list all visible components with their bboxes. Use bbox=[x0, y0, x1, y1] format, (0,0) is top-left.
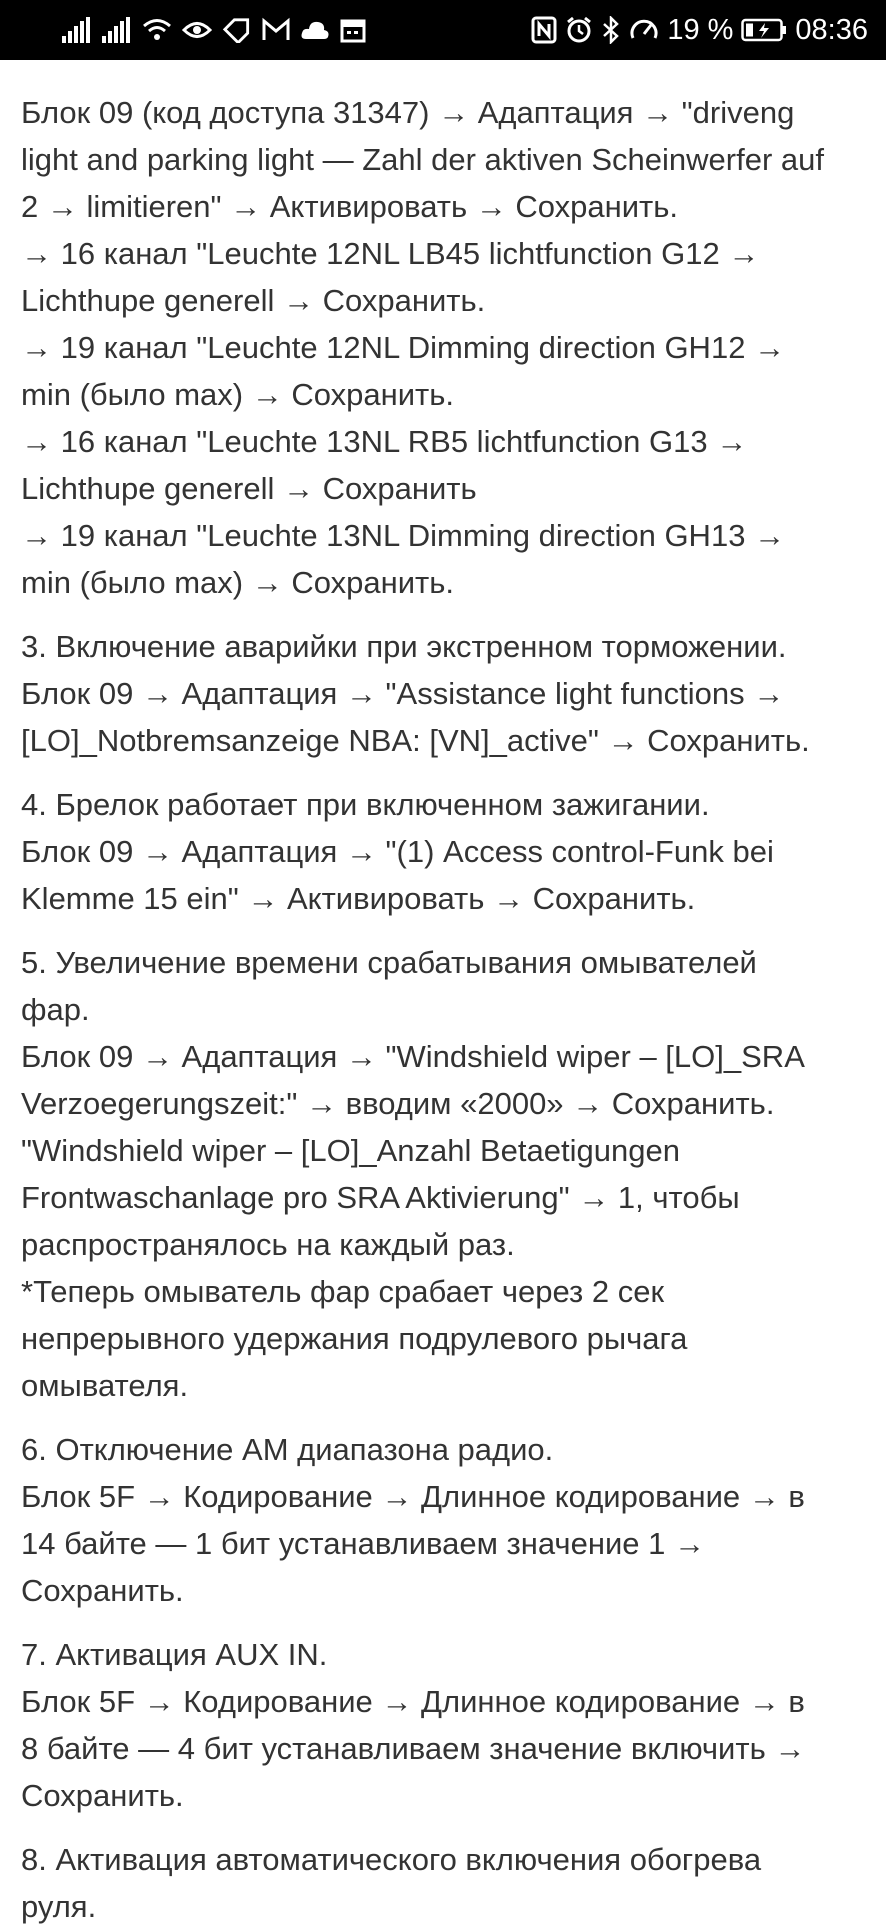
gmail-icon bbox=[262, 14, 290, 46]
nfc-icon bbox=[531, 14, 557, 46]
section-strobe-body: Блок 09 (код доступа 31347) → Адаптация → "driveng light and parking light — Zahl der aktiven Scheinwerfer auf 2 → limitieren" → Активировать → Сохранить. → 16 канал "Leuchte 12NL LB45 lichtfunction G12 → Lichthupe generell → Сохранить. → 19 канал "Leuchte 12NL Dimming direction GH12 → min (было max) → Сохранить. → 16 канал "Leuchte 13NL RB5 lichtfunction G13 → Lichthupe generell → Сохранить → 19 канал "Leuchte 13NL Dimming direction GH13 → min (было max) → Сохранить. bbox=[21, 95, 824, 600]
clock-time: 08:36 bbox=[795, 13, 868, 46]
section-4: 4. Брелок работает при включенном зажигании. Блок 09 → Адаптация → "(1) Access control-Funk bei Klemme 15 ein" → Активировать → Сохранить. bbox=[21, 787, 774, 916]
battery-icon bbox=[741, 14, 787, 46]
calendar-icon bbox=[340, 14, 366, 46]
cloud-icon bbox=[300, 14, 330, 46]
status-icons-left bbox=[62, 14, 366, 46]
section-7: 7. Активация AUX IN. Блок 5F → Кодирование → Длинное кодирование → в 8 байте — 4 бит устанавливаем значение включить → Сохранить. bbox=[21, 1637, 806, 1813]
signal-icon bbox=[62, 14, 92, 46]
status-icons-right bbox=[531, 10, 868, 50]
wifi-icon bbox=[142, 14, 172, 46]
tag-icon bbox=[222, 14, 252, 46]
status-bar bbox=[0, 0, 886, 60]
eye-icon bbox=[182, 14, 212, 46]
battery-percent: 19 % bbox=[667, 13, 734, 46]
section-3: 3. Включение аварийки при экстренном торможении. Блок 09 → Адаптация → "Assistance light functions → [LO]_Notbremsanzeige NBA: [VN]_active" → Сохранить. bbox=[21, 629, 810, 758]
alarm-icon bbox=[565, 14, 593, 46]
bluetooth-icon bbox=[601, 14, 621, 46]
section-6: 6. Отключение AM диапазона радио. Блок 5F → Кодирование → Длинное кодирование → в 14 байте — 1 бит устанавливаем значение 1 → Сохранить. bbox=[21, 1432, 805, 1608]
speed-icon bbox=[629, 14, 659, 46]
section-5: 5. Увеличение времени срабатывания омывателей фар. Блок 09 → Адаптация → "Windshield wiper – [LO]_SRA Verzoegerungszeit:" → вводим «2000» → Сохранить. "Windshield wiper – [LO]_Anzahl Betaetigungen Frontwaschanlage pro SRA Aktivierung" → 1, чтобы распространялось на каждый раз. *Теперь омыватель фар срабает через 2 сек непрерывного удержания подрулевого рычага омывателя. bbox=[21, 945, 805, 1403]
signal-icon bbox=[102, 14, 132, 46]
section-8: 8. Активация автоматического включения обогрева руля. bbox=[21, 1842, 762, 1924]
